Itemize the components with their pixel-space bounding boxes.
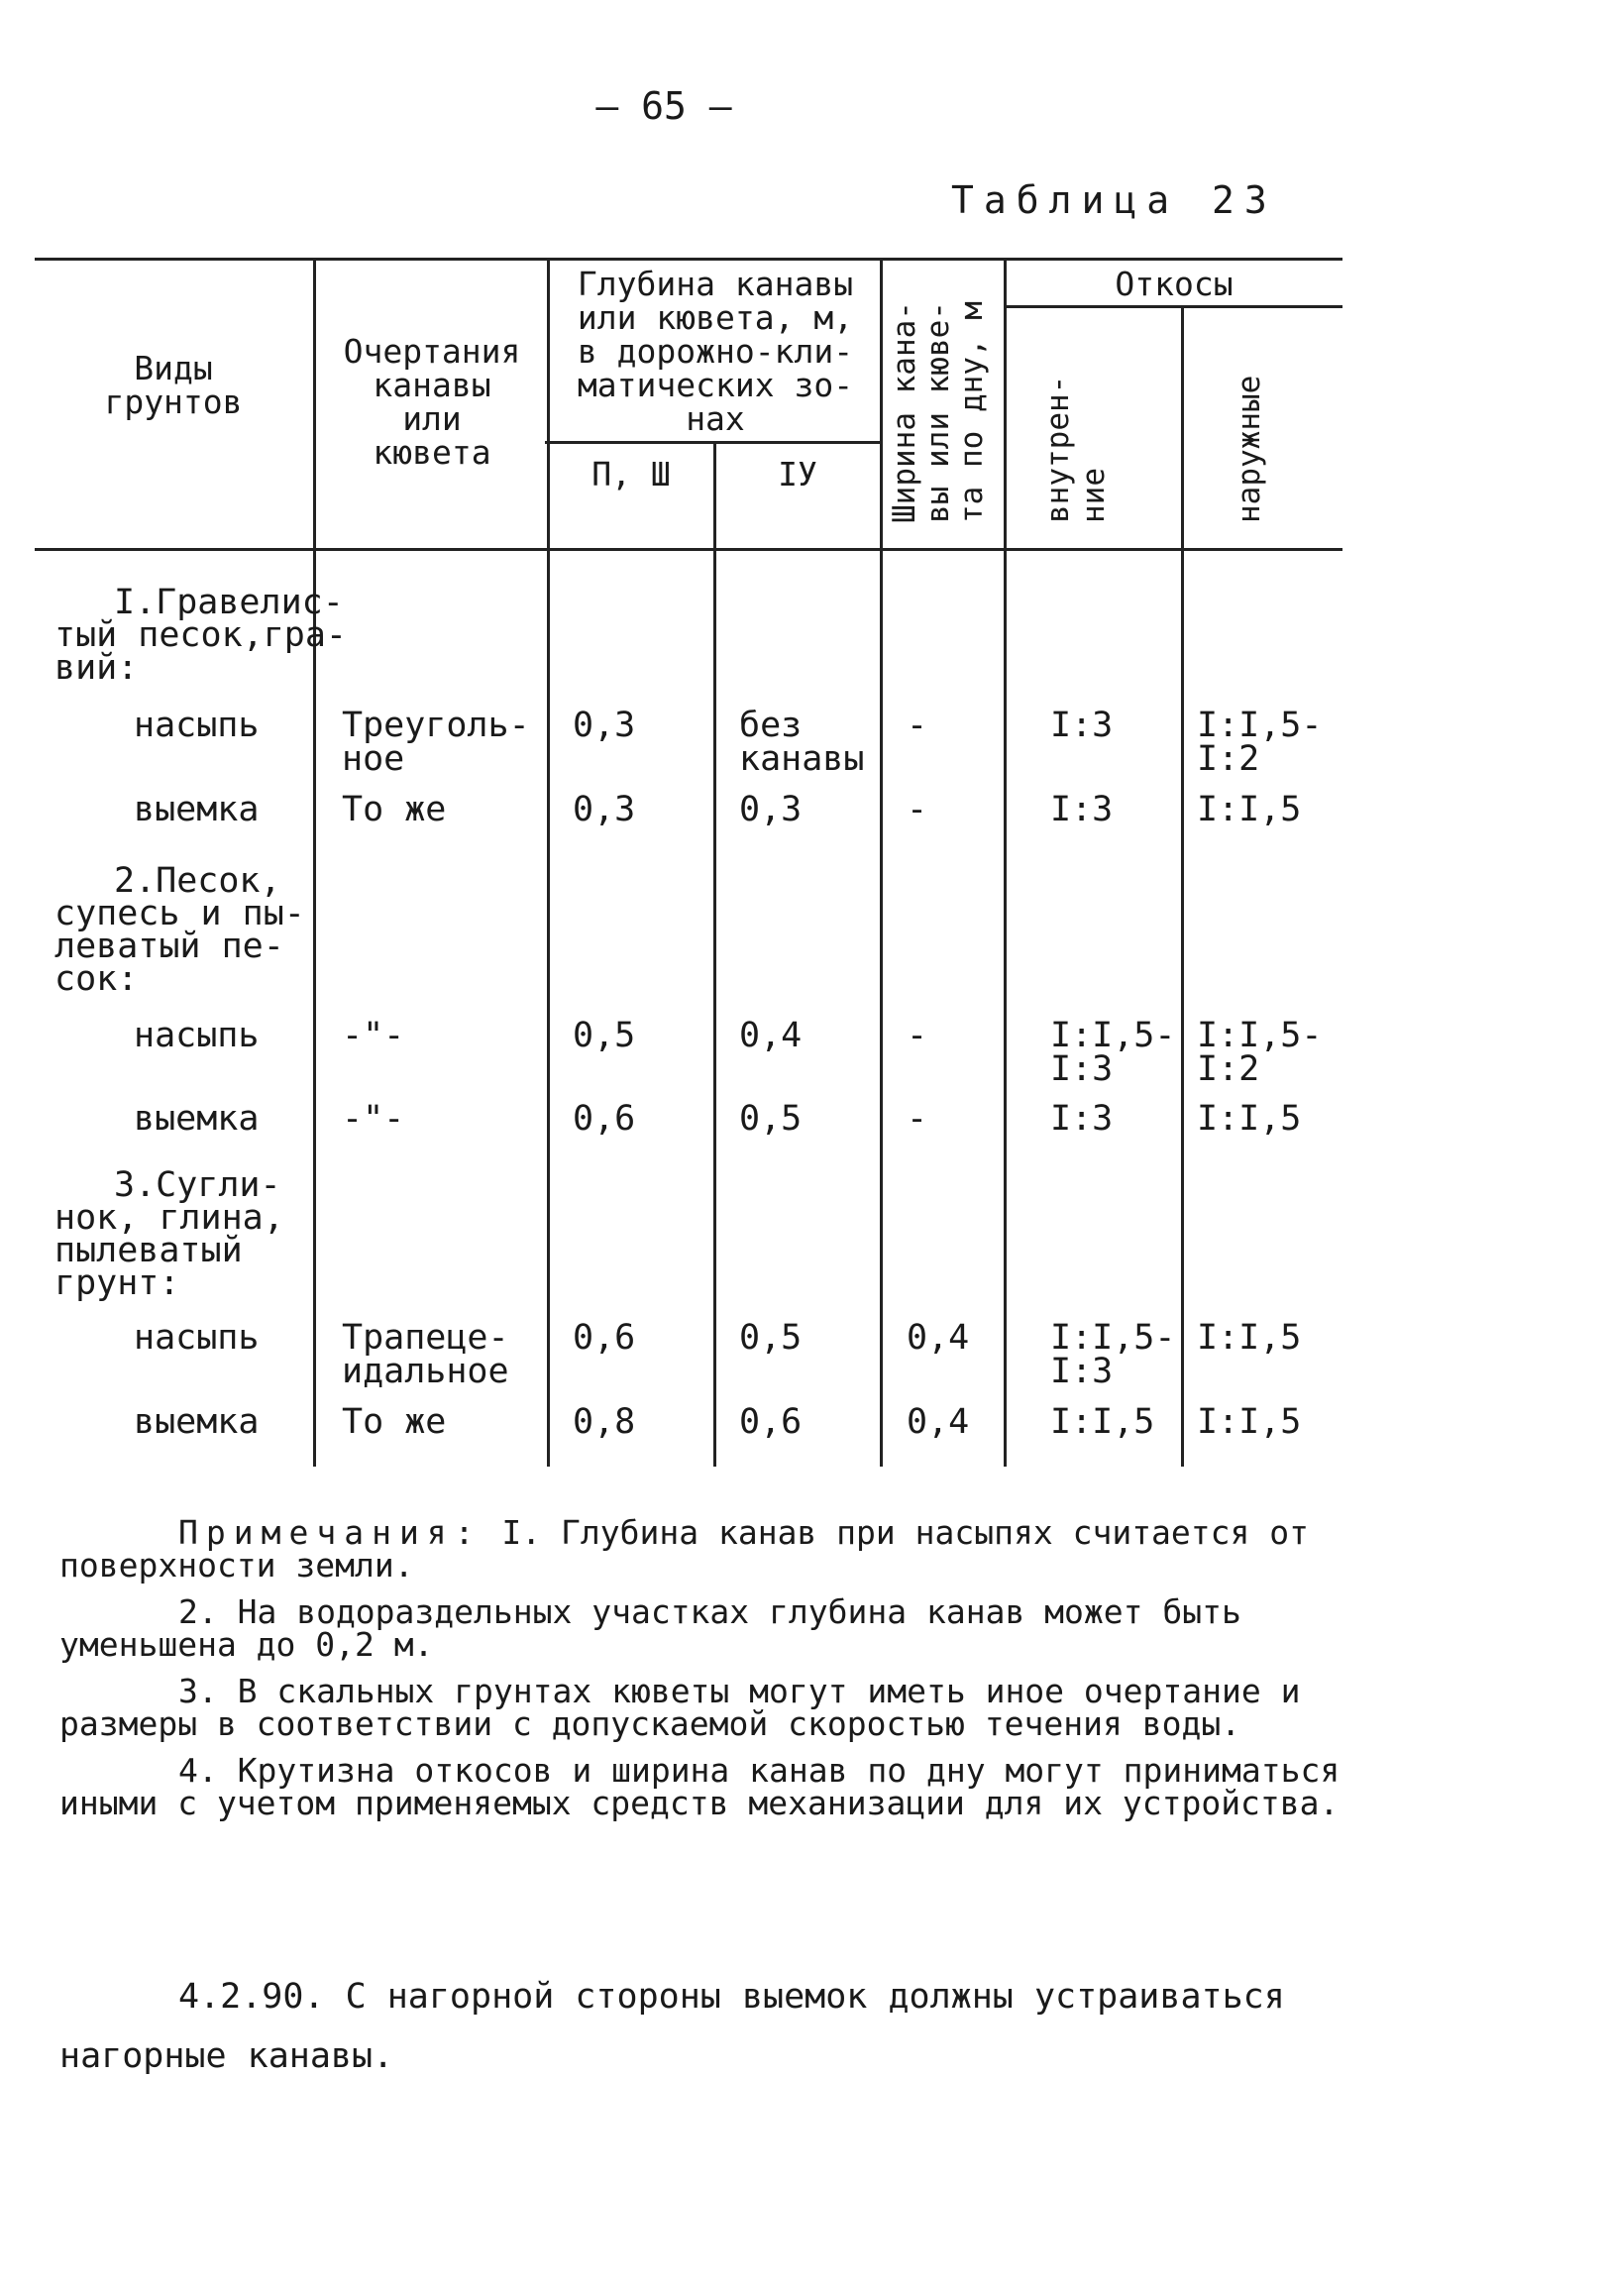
header-zone-4: IУ — [778, 455, 817, 493]
header-zone-2-3: П, Ш — [591, 455, 671, 493]
row-depth-2-3: 0,3 — [573, 706, 636, 745]
row-bottom-width: - — [907, 1099, 928, 1139]
note-1 — [59, 1513, 1357, 1585]
row-outline: -"- — [342, 1099, 405, 1139]
header-bottom-width: Ширина кана- вы или кюве- та по дну, м — [887, 301, 990, 523]
row-slope-outer: I:I,5 — [1197, 1099, 1302, 1139]
table-caption: Таблица 23 — [951, 178, 1277, 222]
row-subtype: выемка — [134, 1402, 260, 1442]
col-divider-3 — [713, 442, 716, 1467]
row-outline: Трапеце- идальное — [342, 1318, 509, 1391]
header-depth: Глубина канавы или кювета, м, в дорожно-кли- матических зо- нах — [577, 265, 854, 438]
row-depth-4: 0,4 — [739, 1016, 803, 1055]
row-slope-inner: I:I,5- I:3 — [1050, 1318, 1176, 1391]
row-slope-outer: I:I,5- I:2 — [1197, 706, 1323, 779]
slopes-header-rule — [1006, 305, 1342, 308]
row-subtype: выемка — [134, 1099, 260, 1139]
row-slope-outer: I:I,5 — [1197, 790, 1302, 829]
row-outline: Треуголь- ное — [342, 706, 530, 779]
row-depth-4: 0,5 — [739, 1318, 803, 1358]
col-divider-2 — [547, 258, 550, 1467]
row-slope-outer: I:I,5- I:2 — [1197, 1016, 1323, 1089]
header-ditch-outline: Очертания канавы или кювета — [343, 332, 521, 472]
row-outline: То же — [342, 790, 447, 829]
header-slope-inner: внутрен- ние — [1040, 375, 1112, 523]
row-slope-outer: I:I,5 — [1197, 1318, 1302, 1358]
row-outline: -"- — [342, 1016, 405, 1055]
row-bottom-width: - — [907, 706, 928, 745]
group-title-sand: 2.Песок, супесь и пы- леватый пе- сок: — [54, 861, 305, 999]
row-bottom-width: 0,4 — [907, 1318, 970, 1358]
row-slope-outer: I:I,5 — [1197, 1402, 1302, 1442]
header-soil-types: Виды грунтов — [104, 349, 243, 421]
row-depth-4: 0,3 — [739, 790, 803, 829]
group-title-loam: 3.Сугли- нок, глина, пылеватый грунт: — [54, 1165, 284, 1303]
note-1-text: I. Глубина канав при насыпях считается от поверхности земли. — [59, 1513, 1309, 1585]
row-depth-4: 0,6 — [739, 1402, 803, 1442]
row-bottom-width: 0,4 — [907, 1402, 970, 1442]
page-number: — 65 — — [595, 84, 732, 128]
row-subtype: насыпь — [134, 1318, 260, 1358]
header-slopes: Откосы — [1115, 265, 1234, 303]
row-depth-4: 0,5 — [739, 1099, 803, 1139]
notes-label: Примечания: — [178, 1513, 483, 1552]
note-4: 4. Крутизна откосов и ширина канав по дну могут приниматься иными с учетом применяемых средств механизации для их устройства. — [59, 1751, 1341, 1822]
row-bottom-width: - — [907, 790, 928, 829]
row-depth-2-3: 0,5 — [573, 1016, 636, 1055]
group-title-gravel: I.Гравелис- тый песок,гра- вий: — [54, 583, 348, 688]
row-depth-4: без канавы — [739, 706, 865, 779]
row-slope-inner: I:I,5- I:3 — [1050, 1016, 1176, 1089]
col-divider-4 — [880, 258, 883, 1467]
row-depth-2-3: 0,8 — [573, 1402, 636, 1442]
row-outline: То же — [342, 1402, 447, 1442]
row-slope-inner: I:I,5 — [1050, 1402, 1155, 1442]
note-3: 3. В скальных грунтах кюветы могут иметь иное очертание и размеры в соответствии с допускаемой скоростью течения воды. — [59, 1672, 1301, 1743]
col-divider-5 — [1004, 258, 1007, 1467]
row-subtype: насыпь — [134, 1016, 260, 1055]
col-divider-6 — [1181, 307, 1184, 1467]
table-top-rule — [35, 258, 1342, 261]
note-2: 2. На водораздельных участках глубина канав может быть уменьшена до 0,2 м. — [59, 1592, 1241, 1664]
row-depth-2-3: 0,3 — [573, 790, 636, 829]
row-depth-2-3: 0,6 — [573, 1318, 636, 1358]
row-subtype: выемка — [134, 790, 260, 829]
row-slope-inner: I:3 — [1050, 1099, 1114, 1139]
header-slope-outer: наружные — [1232, 375, 1267, 523]
header-bottom-rule — [35, 548, 1342, 551]
row-subtype: насыпь — [134, 706, 260, 745]
row-slope-inner: I:3 — [1050, 706, 1114, 745]
row-depth-2-3: 0,6 — [573, 1099, 636, 1139]
row-bottom-width: - — [907, 1016, 928, 1055]
clause-4-2-90: 4.2.90. С нагорной стороны выемок должны устраиваться нагорные канавы. — [59, 1977, 1285, 2076]
notes-block — [59, 1513, 1357, 1833]
row-slope-inner: I:3 — [1050, 790, 1114, 829]
